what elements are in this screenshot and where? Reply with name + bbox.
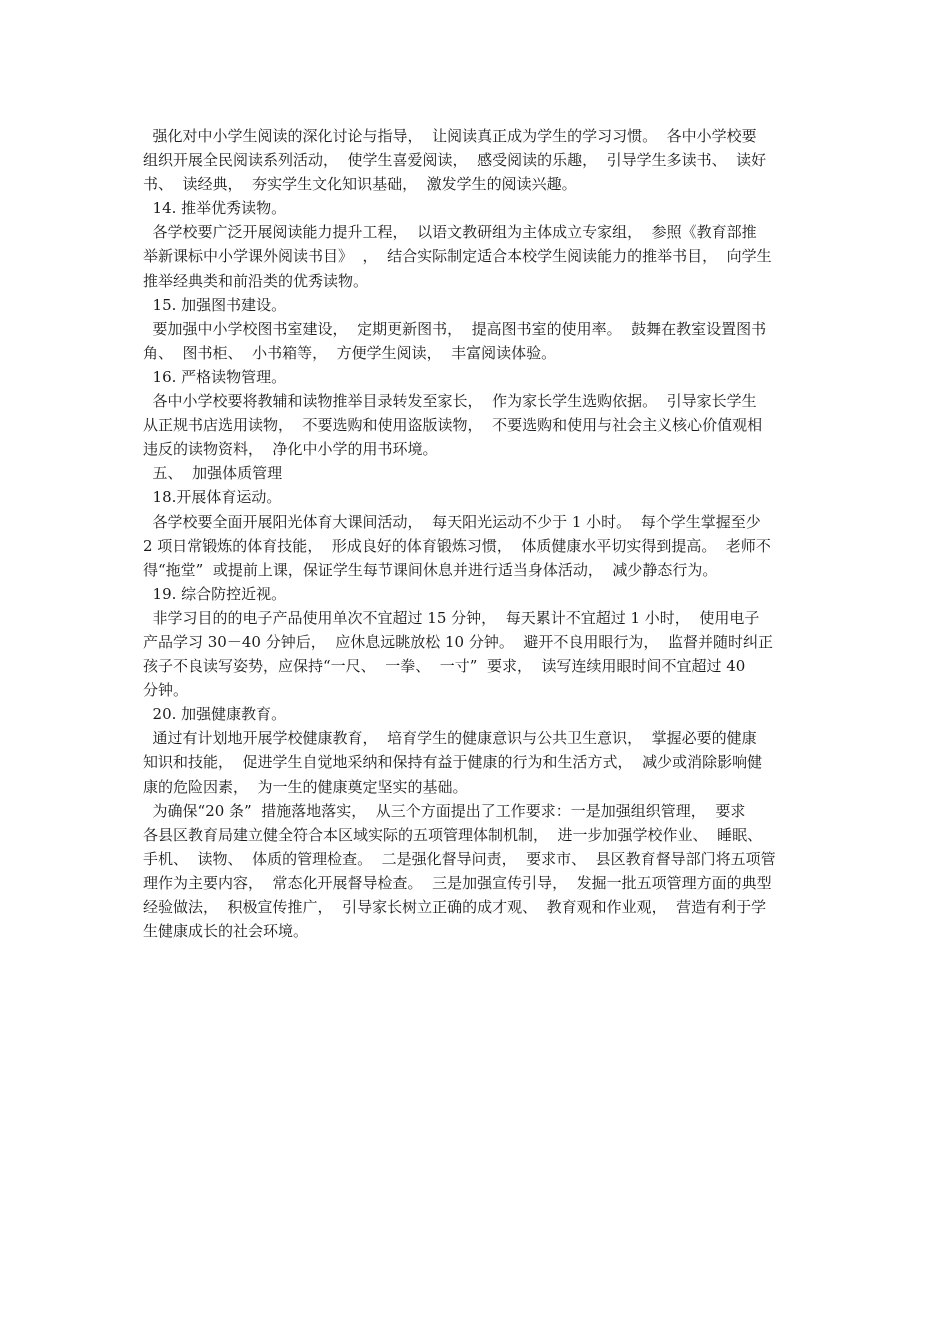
text-line: 要加强中小学校图书室建设， 定期更新图书， 提高图书室的使用率。 鼓舞在教室设置图书 (143, 319, 767, 338)
text-line: 2 项日常锻炼的体育技能， 形成良好的体育锻炼习惯， 体质健康水平切实得到提高。 老师不 (143, 536, 771, 555)
text-line: 手机、 读物、 体质的管理检查。 二是强化督导问责， 要求市、 县区教育督导部门将五项管 (143, 849, 776, 868)
text-line: 强化对中小学生阅读的深化讨论与指导， 让阅读真正成为学生的学习习惯。 各中小学校要 (143, 127, 757, 145)
text-line: 分钟。 (143, 681, 189, 700)
text-line: 15. 加强图书建设。 (143, 295, 287, 314)
text-line: 举新课标中小学课外阅读书目》 ， 结合实际制定适合本校学生阅读能力的推举书目， 向学生 (143, 247, 772, 266)
text-line: 各中小学校要将教辅和读物推举目录转发至家长， 作为家长学生选购依据。 引导家长学生 (143, 392, 757, 411)
text-line: 违反的读物资料， 净化中小学的用书环境。 (143, 440, 438, 459)
text-line: 五、 加强体质管理 (143, 464, 283, 483)
text-line: 经验做法， 积极宣传推广， 引导家长树立正确的成才观、 教育观和作业观， 营造有利于学 (143, 898, 767, 916)
text-line: 得“拖堂” 或提前上课，保证学生每节课间休息并进行适当身体活动， 减少静态行为。 (143, 560, 718, 579)
text-line: 书、 读经典， 夯实学生文化知识基础， 激发学生的阅读兴趣。 (143, 175, 577, 194)
text-line: 理作为主要内容， 常态化开展督导检查。 三是加强宣传引导， 发掘一批五项管理方面的典型 (143, 873, 772, 892)
text-line: 通过有计划地开展学校健康教育， 培育学生的健康意识与公共卫生意识， 掌握必要的健康 (143, 729, 757, 748)
text-line: 孩子不良读写姿势，应保持“一尺、 一拳、 一寸” 要求， 读写连续用眼时间不宜超过 40 (143, 657, 746, 676)
text-line: 知识和技能， 促进学生自觉地采纳和保持有益于健康的行为和生活方式， 减少或消除影响健 (143, 753, 763, 772)
text-line: 16. 严格读物管理。 (143, 367, 287, 386)
text-line: 20. 加强健康教育。 (143, 705, 287, 724)
text-line: 产品学习 30－40 分钟后， 应休息远眺放松 10 分钟。 避开不良用眼行为， 监督并随时纠正 (143, 632, 773, 651)
text-line: 非学习目的的电子产品使用单次不宜超过 15 分钟， 每天累计不宜超过 1 小时， 使用电子 (143, 608, 760, 627)
text-line: 18.开展体育运动。 (143, 488, 282, 507)
text-line: 为确保“20 条” 措施落地落实， 从三个方面提出了工作要求：一是加强组织管理， 要求 (143, 801, 746, 820)
text-line: 从正规书店选用读物， 不要选购和使用盗版读物， 不要选购和使用与社会主义核心价值观相 (143, 416, 763, 435)
text-line: 各学校要全面开展阳光体育大课间活动， 每天阳光运动不少于 1 小时。 每个学生掌握至少 (143, 512, 761, 531)
text-line: 19. 综合防控近视。 (143, 584, 287, 603)
text-line: 角、 图书柜、 小书箱等， 方便学生阅读， 丰富阅读体验。 (143, 343, 557, 362)
text-line: 组织开展全民阅读系列活动， 使学生喜爱阅读， 感受阅读的乐趣， 引导学生多读书、 读好 (143, 151, 767, 170)
document-body (143, 124, 809, 943)
text-line: 生健康成长的社会环境。 (143, 922, 309, 941)
text-line: 各学校要广泛开展阅读能力提升工程， 以语文教研组为主体成立专家组， 参照《教育部推 (143, 223, 757, 242)
text-line: 14. 推举优秀读物。 (143, 199, 287, 218)
text-line: 康的危险因素， 为一生的健康奠定坚实的基础。 (143, 777, 468, 796)
text-line: 推举经典类和前沿类的优秀读物。 (143, 271, 369, 290)
text-line: 各县区教育局建立健全符合本区域实际的五项管理体制机制， 进一步加强学校作业、 睡眠、 (143, 825, 763, 844)
